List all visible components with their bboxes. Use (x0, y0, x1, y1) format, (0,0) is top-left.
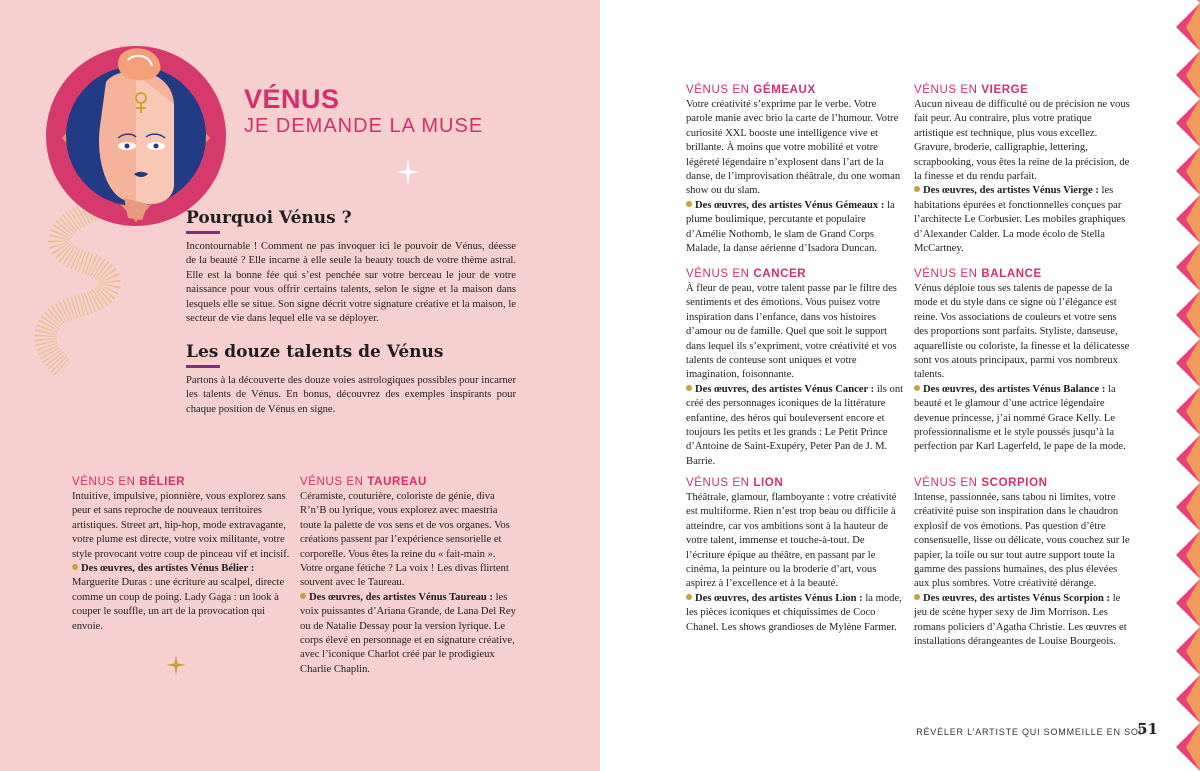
sign-heading-gemeaux: VÉNUS EN GÉMEAUX (686, 84, 816, 96)
sign-block-taureau (300, 490, 516, 677)
works-label: Des œuvres, des artistes Vénus Lion : (695, 592, 863, 604)
works-label: Des œuvres, des artistes Vénus Bélier : (81, 563, 255, 575)
bullet-dot-icon (914, 186, 920, 192)
works-text: la mode, les pièces iconiques et chiquissimes de Coco Chanel. Les shows grandioses de Mylène Farmer. (686, 592, 902, 633)
bullet-dot-icon (914, 594, 920, 600)
sign-heading-taureau: VÉNUS EN TAUREAU (300, 476, 427, 488)
works-label: Des œuvres, des artistes Vénus Scorpion : (923, 592, 1111, 604)
sign-block-gemeaux (686, 98, 904, 256)
sign-heading-vierge: VÉNUS EN VIERGE (914, 84, 1029, 96)
page-subtitle: JE DEMANDE LA MUSE (244, 115, 484, 137)
sign-block-lion (686, 491, 904, 635)
page-number: 51 (1137, 720, 1158, 738)
sparkle-star-icon (166, 655, 186, 675)
running-title: RÉVÉLER L’ARTISTE QUI SOMMEILLE EN SOI (916, 727, 1142, 737)
why-venus-text: Incontournable ! Comment ne pas invoquer ici le pouvoir de Vénus, déesse de la beauté ? Elle incarne à elle seule la beauty touch de votre thème astral. Elle est la bonne fée qui s’est penchée sur votre berceau le jour de votre naissance pour vous offrir certains talents, selon le signe et la maison dans lesquels elle se situe. Son signe décrit votre signature créative et la maison, le secteur de vie dans lequel elle va se déployer. (186, 241, 516, 325)
why-venus-heading: Pourquoi Vénus ? (186, 208, 352, 228)
sign-heading-scorpion: VÉNUS EN SCORPION (914, 477, 1048, 489)
works-label: Des œuvres, des artistes Vénus Balance : (923, 383, 1106, 395)
sign-heading-balance: VÉNUS EN BALANCE (914, 268, 1042, 280)
sign-block-belier (72, 490, 290, 634)
right-page (600, 0, 1200, 771)
sign-text: Céramiste, couturière, coloriste de génie, diva R’n’B ou lyrique, vous explorez avec maestria toute la palette de vos sens et de vos organes. Vos créations passent par l’expérience sensorielle et corporelle. Vous êtes la reine du « fait-main ». Votre organe fétiche ? La voix ! Les divas flirtent souvent avec le Taureau. (300, 491, 510, 589)
works-text: ils ont créé des personnages iconiques de la littérature enfantine, des héros qui bouleversent encore et toujours les petits et les grands : Le Petit Prince d’Antoine de Saint-Exupéry, Peter Pan de J. M. Barrie. (686, 383, 904, 467)
works-text: les habitations épurées et fonctionnelles conçues par l’architecte Le Corbusier. Les mobiles graphiques d’Alexander Calder. La mode écolo de Stella McCartney. (914, 185, 1126, 255)
bullet-dot-icon (914, 385, 920, 391)
sign-text: Vénus déploie tous ses talents de papesse de la mode et du style dans ce signe où l’élégance est reine. Vos associations de couleurs et votre sens des proportions sont parfaits. Styliste, danseuse, aquarelliste ou coloriste, la finesse et la délicatesse sont vos atouts principaux, parmi vos nombreux talents. (914, 283, 1130, 381)
sign-heading-belier: VÉNUS EN BÉLIER (72, 476, 186, 488)
heading-underline (186, 231, 220, 234)
works-text: la plume boulimique, percutante et populaire d’Amélie Nothomb, le slam de Grand Corps Malade, la danse aérienne d’Isadora Duncan. (686, 199, 895, 255)
sparkle-star-icon (396, 160, 420, 184)
talents-text: Partons à la découverte des douze voies astrologiques possibles pour incarner les talents de Vénus. En bonus, découvrez des exemples inspirants pour chaque position de Vénus en signe. (186, 375, 516, 415)
sign-block-vierge (914, 98, 1132, 256)
bullet-dot-icon (686, 385, 692, 391)
zigzag-border (1168, 0, 1200, 771)
bullet-dot-icon (686, 594, 692, 600)
works-label: Des œuvres, des artistes Vénus Gémeaux : (695, 199, 885, 211)
sign-heading-lion: VÉNUS EN LION (686, 477, 784, 489)
bullet-dot-icon (72, 564, 78, 570)
bullet-dot-icon (686, 201, 692, 207)
sign-text: À fleur de peau, votre talent passe par le filtre des sentiments et des émotions. Vous puisez votre inspiration dans l’enfance, dans vos histoires d’amour ou de famille. Quel que soit le support dans lequel ils s’expriment, votre créativité et vos talents de conteuse sont uniques et votre imagination, foisonnante. (686, 283, 897, 381)
talents-heading: Les douze talents de Vénus (186, 342, 444, 362)
sign-text: Théâtrale, glamour, flamboyante : votre créativité est multiforme. Rien n’est trop beau ou difficile à atteindre, car vos ambitions sont à la hauteur de votre talent, immense et touche-à-tout. De l’écriture épique au théâtre, en passant par le cinéma, la peinture ou la broderie d’art, vous aspirez à l’excellence et à la beauté. (686, 492, 897, 590)
works-label: Des œuvres, des artistes Vénus Cancer : (695, 383, 875, 395)
works-label: Des œuvres, des artistes Vénus Vierge : (923, 185, 1099, 197)
sign-text: Aucun niveau de difficulté ou de précision ne vous fait peur. Au contraire, plus votre pratique artistique est technique, plus vous excellez. Gravure, broderie, calligraphie, lettering, scrapbooking, vous êtes la reine de la précision, de la finesse et du rendu parfait. (914, 99, 1130, 183)
heading-underline (186, 365, 220, 368)
sign-text: Intuitive, impulsive, pionnière, vous explorez sans peur et sans reproche de nouveaux territoires artistiques. Street art, hip-hop, mode extravagante, votre plume est directe, votre voix militante, votre style provocant votre coup de pinceau vif et incisif. (72, 491, 290, 560)
sign-block-balance (914, 282, 1132, 455)
hair-spiral (46, 206, 110, 369)
sign-block-cancer (686, 282, 904, 469)
works-text: les voix puissantes d’Ariana Grande, de Lana Del Rey ou de Natalie Dessay pour la version lyrique. Le corps élevé en personnage et en signature créative, avec l’iconique Charlot créé par le prodigieux Charlie Chaplin. (300, 591, 516, 675)
sign-block-scorpion (914, 491, 1132, 649)
sign-text: Intense, passionnée, sans tabou ni limites, votre créativité puise son inspiration dans le chaudron explosif de vos émotions. Pas question d’être consensuelle, lisse ou délicate, vous couchez sur le papier, la toile ou sur tout autre support toute la gamme des passions humaines, des plus élevées aux plus sombres. Votre créativité dérange. (914, 492, 1130, 590)
works-label: Des œuvres, des artistes Vénus Taureau : (309, 591, 493, 603)
sign-heading-cancer: VÉNUS EN CANCER (686, 268, 807, 280)
works-text: le jeu de scène hyper sexy de Jim Morrison. Les romans policiers d’Agatha Christie. Les œuvres et installations dérangeantes de Louise Bourgeois. (914, 592, 1127, 648)
sign-text: Votre créativité s’exprime par le verbe. Votre parole manie avec brio la carte de l’humour. Votre curiosité XXL booste une intelligence vive et brillante. À moins que votre mobilité et votre légèreté légendaire n’explosent dans l’art de la danse, de l’improvisation théâtrale, du one woman show ou du slam. (686, 99, 901, 197)
page-title: VÉNUS (244, 84, 340, 114)
works-text: la beauté et le glamour d’une actrice légendaire devenue princesse, j’ai nommé Grace Kelly. Le professionnalisme et le style poussés jusqu’à la perfection par Karl Lagerfeld, le pape de la mode. (914, 383, 1126, 453)
works-text: Marguerite Duras : une écriture au scalpel, directe comme un coup de poing. Lady Gaga : un look à couper le souffle, un art de la provocation qui envoie. (72, 577, 285, 632)
bullet-dot-icon (300, 593, 306, 599)
